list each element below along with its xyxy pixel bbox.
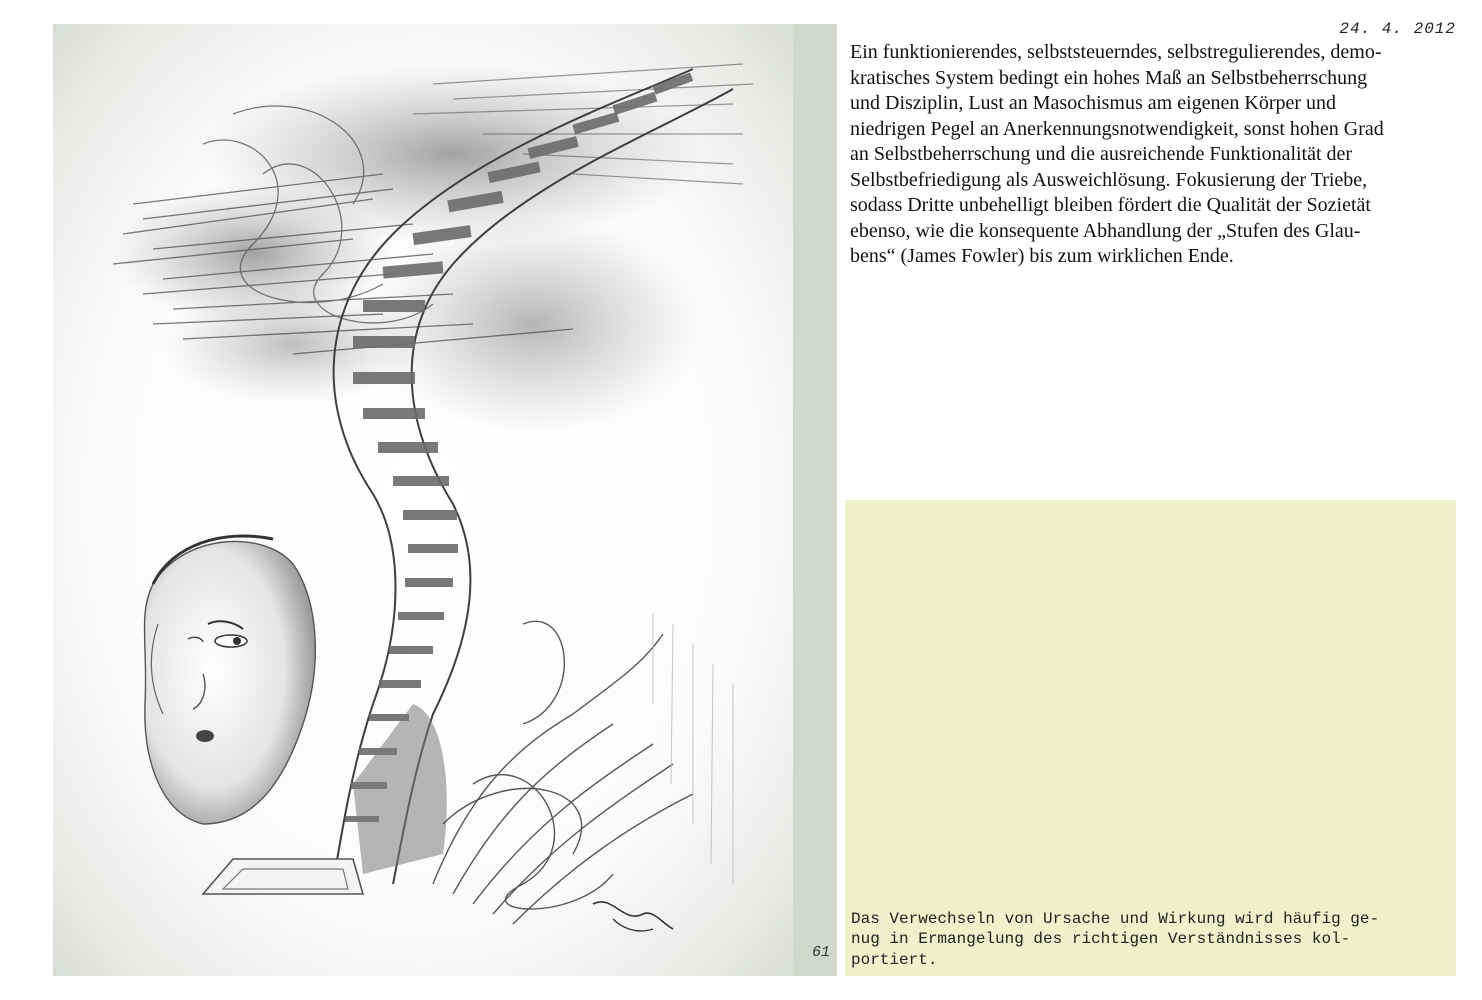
artwork-panel — [53, 24, 837, 976]
caption-line: Das Verwechseln von Ursache und Wirkung wird häufig ge- — [851, 909, 1380, 928]
entry-date: 24. 4. 2012 — [1339, 20, 1456, 38]
essay-line: ebenso, wie die konsequente Abhandlung der „Stufen des Glau- — [850, 219, 1361, 242]
caption-line: portiert. — [851, 950, 938, 969]
caption-line: nug in Ermangelung des richtigen Verständnisses kol- — [851, 930, 1351, 948]
essay-line: Ein funktionierendes, selbststeuerndes, selbstregulierendes, demo- — [850, 41, 1382, 63]
essay-paragraph — [850, 40, 1435, 270]
staircase-drawing-illustration — [53, 24, 793, 976]
essay-line: kratisches System bedingt ein hohes Maß an Selbstbeherrschung — [850, 66, 1368, 89]
essay-line: sodass Dritte unbehelligt bleiben fördert die Qualität der Sozietät — [850, 194, 1371, 216]
essay-line: niedrigen Pegel an Anerkennungsnotwendigkeit, sonst hohen Grad — [850, 117, 1384, 140]
essay-line: Selbstbefriedigung als Ausweichlösung. Fokusierung der Triebe, — [850, 168, 1368, 191]
essay-line: und Disziplin, Lust an Masochismus am eigenen Körper und — [850, 92, 1337, 114]
caption-box — [845, 500, 1456, 976]
caption-text — [851, 909, 1451, 971]
page-number: 61 — [812, 944, 831, 961]
essay-line: bens“ (James Fowler) bis zum wirklichen Ende. — [850, 245, 1234, 267]
essay-line: an Selbstbeherrschung und die ausreichende Funktionalität der — [850, 143, 1353, 165]
pencil-drawing — [53, 24, 793, 976]
